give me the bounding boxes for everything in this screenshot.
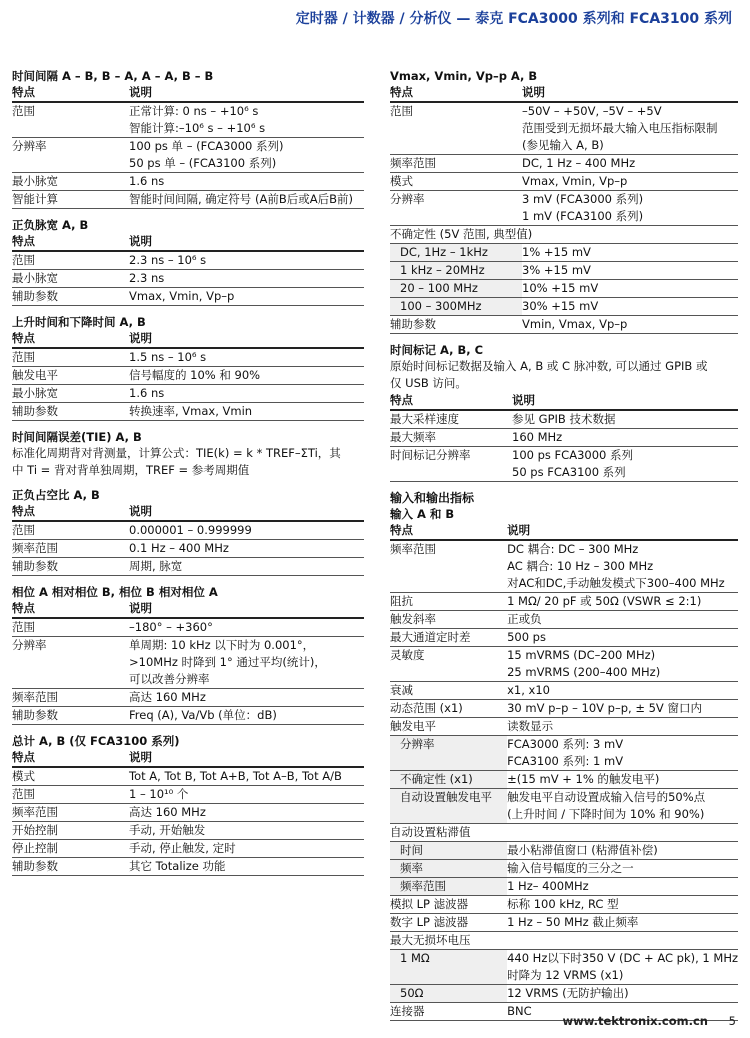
- section-note: 标准化周期背对背测量，计算公式：TIE(k) = k * TREF–ΣTi，其: [12, 446, 341, 460]
- row-value: 正常计算: 0 ns – +10⁶ s: [129, 104, 259, 118]
- row-value: 智能计算:–10⁶ s – +10⁶ s: [129, 120, 364, 138]
- row-value: 手动, 停止触发, 定时: [129, 840, 364, 858]
- spec-table: [12, 749, 364, 876]
- table-row: [390, 593, 738, 611]
- table-row: [390, 120, 738, 137]
- row-value: 转换速率, Vmax, Vmin: [129, 403, 364, 421]
- row-value: 1% +15 mV: [522, 244, 738, 262]
- row-key: 分辨率: [12, 139, 47, 153]
- row-value: –180° – +360°: [129, 618, 364, 637]
- row-key: 辅助参数: [12, 288, 129, 306]
- spec-table: [12, 233, 364, 306]
- table-row: [390, 137, 738, 155]
- row-key: 最小脉宽: [12, 385, 129, 403]
- section-subtitle: 输入 A 和 B: [390, 507, 455, 521]
- row-key: [390, 664, 507, 682]
- row-value: 1.5 ns – 10⁶ s: [129, 348, 364, 367]
- row-value: Vmin, Vmax, Vp–p: [522, 316, 738, 334]
- table-row: [390, 985, 738, 1003]
- row-key: 频率范围: [390, 155, 522, 173]
- header-cell-feature: 特点: [12, 749, 129, 767]
- row-value: 高达 160 MHz: [129, 804, 364, 822]
- row-value: BNC: [507, 1003, 738, 1021]
- row-key: 连接器: [390, 1003, 507, 1021]
- page-header: 定时器 / 计数器 / 分析仪 — 泰克 FCA3000 系列和 FCA3100 系列: [295, 11, 732, 27]
- table-row: [390, 700, 738, 718]
- row-key: 50Ω: [390, 985, 507, 1003]
- row-key: 自动设置触发电平: [390, 789, 507, 807]
- row-value: 周期, 脉宽: [129, 558, 364, 576]
- table-row: [390, 682, 738, 700]
- row-key: [390, 208, 522, 226]
- header-cell-feature: 特点: [12, 503, 129, 521]
- row-key: [390, 464, 512, 482]
- row-value: Freq (A), Va/Vb (单位：dB): [129, 707, 364, 725]
- row-value: 100 ps 单 – (FCA3000 系列): [129, 139, 284, 153]
- table-row: [390, 736, 738, 754]
- row-value: 3 mV (FCA3000 系列): [522, 192, 644, 206]
- table-row: [390, 410, 738, 429]
- table-row: [390, 806, 738, 824]
- row-value: Vmax, Vmin, Vp–p: [129, 288, 364, 306]
- row-key: 1 kHz – 20MHz: [390, 262, 522, 280]
- row-value: 2.3 ns – 10⁶ s: [129, 251, 364, 270]
- table-row: [390, 611, 738, 629]
- table-row: [390, 429, 738, 447]
- row-value: 30 mV p–p – 10V p–p, ± 5V 窗口内: [507, 700, 738, 718]
- header-cell-description: 说明: [129, 330, 364, 348]
- table-row: [12, 689, 364, 707]
- table-header-row: [12, 749, 364, 767]
- spec-table: [390, 392, 738, 482]
- table-row: [390, 647, 738, 665]
- section-gap: [12, 725, 364, 733]
- row-key: 范围: [12, 348, 129, 367]
- header-cell-description: 说明: [522, 84, 738, 102]
- row-key: 频率范围: [12, 540, 129, 558]
- table-row: [390, 967, 738, 985]
- table-header-row: [390, 84, 738, 102]
- table-row: [390, 540, 738, 558]
- header-cell-feature: 特点: [12, 233, 129, 251]
- table-row: [12, 540, 364, 558]
- row-key: 最大通道定时差: [390, 629, 507, 647]
- row-value: 1 – 10¹⁰ 个: [129, 786, 364, 804]
- row-value: –50V – +50V, –5V – +5V: [522, 104, 662, 118]
- header-cell-description: 说明: [512, 392, 738, 410]
- row-key: [390, 967, 507, 985]
- row-key: DC, 1Hz – 1kHz: [390, 244, 522, 262]
- row-value: FCA3000 系列: 3 mV: [507, 737, 624, 751]
- page-number: 5: [728, 1014, 736, 1028]
- row-value: 100 ps FCA3000 系列: [512, 448, 633, 462]
- spec-table: [390, 522, 738, 1021]
- section-gap: [12, 421, 364, 429]
- row-value: AC 耦合: 10 Hz – 300 MHz: [507, 559, 654, 573]
- row-key: 分辨率: [390, 192, 425, 206]
- row-value: 智能时间间隔, 确定符号 (A前B后或A后B前): [129, 191, 364, 209]
- row-key: 模拟 LP 滤波器: [390, 896, 507, 914]
- section-gap: [12, 479, 364, 487]
- row-key: [390, 753, 507, 771]
- spec-table: [12, 503, 364, 576]
- row-key: 20 – 100 MHz: [390, 280, 522, 298]
- row-value: 对AC和DC,手动触发模式下300–400 MHz: [507, 575, 738, 593]
- row-value: 1.6 ns: [129, 385, 364, 403]
- row-value: 1.6 ns: [129, 173, 364, 191]
- table-row: [12, 707, 364, 725]
- section-gap: [390, 334, 738, 342]
- row-value: ±(15 mV + 1% 的触发电平): [507, 771, 738, 789]
- row-key: 不确定性 (5V 范围, 典型值): [390, 226, 738, 244]
- table-row: [390, 842, 738, 860]
- row-value: DC 耦合: DC – 300 MHz: [507, 542, 639, 556]
- table-row: [12, 786, 364, 804]
- row-value: 160 MHz: [512, 429, 738, 447]
- table-header-row: [390, 522, 738, 540]
- table-row: [390, 932, 738, 950]
- row-key: 100 – 300MHz: [390, 298, 522, 316]
- row-value: 1 Hz – 50 MHz 截止频率: [507, 914, 738, 932]
- row-value: 3% +15 mV: [522, 262, 738, 280]
- row-value: 标称 100 kHz, RC 型: [507, 896, 738, 914]
- section-title: 时间间隔 A – B, B – A, A – A, B – B: [12, 69, 214, 83]
- table-row: [12, 102, 364, 120]
- row-value: 正或负: [507, 611, 738, 629]
- row-value: 信号幅度的 10% 和 90%: [129, 367, 364, 385]
- table-row: [390, 226, 738, 244]
- row-key: 范围: [12, 618, 129, 637]
- header-cell-feature: 特点: [390, 392, 512, 410]
- table-row: [12, 173, 364, 191]
- table-row: [390, 244, 738, 262]
- table-row: [12, 671, 364, 689]
- table-row: [390, 914, 738, 932]
- table-header-row: [12, 84, 364, 102]
- row-key: 范围: [12, 521, 129, 540]
- row-key: [390, 120, 522, 137]
- table-row: [390, 878, 738, 896]
- table-row: [390, 262, 738, 280]
- header-cell-description: 说明: [129, 233, 364, 251]
- row-key: 最大采样速度: [390, 410, 512, 429]
- table-row: [12, 270, 364, 288]
- row-value: (上升时间 / 下降时间为 10% 和 90%): [507, 806, 738, 824]
- section-gap: [12, 576, 364, 584]
- row-key: 频率范围: [12, 689, 129, 707]
- row-value: Vmax, Vmin, Vp–p: [522, 173, 738, 191]
- row-key: [12, 155, 129, 173]
- table-row: [390, 208, 738, 226]
- table-row: [390, 753, 738, 771]
- row-value: 可以改善分辨率: [129, 671, 364, 689]
- row-key: 不确定性 (x1): [390, 771, 507, 789]
- row-key: 自动设置粘滞值: [390, 824, 738, 842]
- row-key: [390, 137, 522, 155]
- table-row: [12, 804, 364, 822]
- row-value: 高达 160 MHz: [129, 689, 364, 707]
- row-value: 参见 GPIB 技术数据: [512, 410, 738, 429]
- table-row: [390, 102, 738, 120]
- table-row: [12, 858, 364, 876]
- section-title: 相位 A 相对相位 B, 相位 B 相对相位 A: [12, 585, 218, 599]
- table-row: [12, 191, 364, 209]
- row-value: 读数显示: [507, 718, 738, 736]
- section-note: 中 Ti = 背对背单独周期，TREF = 参考周期值: [12, 463, 250, 477]
- table-row: [12, 385, 364, 403]
- row-value: 单周期: 10 kHz 以下时为 0.001°，: [129, 638, 315, 652]
- row-key: [390, 806, 507, 824]
- row-key: 辅助参数: [390, 316, 522, 334]
- row-value: 最小粘滞值窗口 (粘滞值补偿): [507, 842, 738, 860]
- spec-table: [12, 84, 364, 209]
- section-title: 上升时间和下降时间 A, B: [12, 315, 146, 329]
- table-row: [390, 860, 738, 878]
- table-row: [390, 316, 738, 334]
- row-key: 时间标记分辨率: [390, 448, 471, 462]
- row-key: 最大无损坏电压: [390, 932, 738, 950]
- row-value: 2.3 ns: [129, 270, 364, 288]
- table-row: [390, 789, 738, 807]
- row-key: 触发电平: [390, 718, 507, 736]
- row-key: 辅助参数: [12, 558, 129, 576]
- table-row: [12, 367, 364, 385]
- table-row: [12, 288, 364, 306]
- row-value: 25 mVRMS (200–400 MHz): [507, 664, 738, 682]
- row-value: 手动, 开始触发: [129, 822, 364, 840]
- table-row: [12, 637, 364, 655]
- table-row: [390, 896, 738, 914]
- table-row: [12, 618, 364, 637]
- row-key: 模式: [12, 767, 129, 786]
- footer-url[interactable]: www.tektronix.com.cn: [562, 1014, 708, 1028]
- row-value: 其它 Totalize 功能: [129, 858, 364, 876]
- row-value: 500 ps: [507, 629, 738, 647]
- table-row: [12, 120, 364, 138]
- table-header-row: [12, 330, 364, 348]
- row-key: 辅助参数: [12, 403, 129, 421]
- table-header-row: [12, 600, 364, 618]
- row-value: 10% +15 mV: [522, 280, 738, 298]
- row-key: 数字 LP 滤波器: [390, 914, 507, 932]
- row-key: [12, 654, 129, 671]
- section-title: Vmax, Vmin, Vp–p A, B: [390, 69, 538, 83]
- row-key: 衰减: [390, 682, 507, 700]
- row-value: 50 ps FCA3100 系列: [512, 464, 738, 482]
- table-header-row: [390, 392, 738, 410]
- row-value: 30% +15 mV: [522, 298, 738, 316]
- row-key: 辅助参数: [12, 858, 129, 876]
- row-key: [390, 558, 507, 575]
- table-row: [390, 280, 738, 298]
- table-row: [390, 950, 738, 968]
- row-key: 灵敏度: [390, 648, 425, 662]
- row-value: 1 Hz– 400MHz: [507, 878, 738, 896]
- table-row: [12, 348, 364, 367]
- row-value: 0.000001 – 0.999999: [129, 521, 364, 540]
- section-title: 时间标记 A, B, C: [390, 343, 484, 357]
- row-value: 15 mVRMS (DC–200 MHz): [507, 648, 656, 662]
- row-key: 范围: [12, 251, 129, 270]
- row-value: FCA3100 系列: 1 mV: [507, 753, 738, 771]
- table-row: [12, 654, 364, 671]
- row-key: 最小脉宽: [12, 270, 129, 288]
- header-cell-feature: 特点: [390, 84, 522, 102]
- header-cell-feature: 特点: [12, 330, 129, 348]
- row-key: 触发电平: [12, 367, 129, 385]
- table-row: [390, 155, 738, 173]
- table-row: [12, 558, 364, 576]
- row-key: 最大频率: [390, 429, 512, 447]
- row-key: 智能计算: [12, 191, 129, 209]
- row-key: 最小脉宽: [12, 173, 129, 191]
- header-cell-description: 说明: [129, 600, 364, 618]
- table-row: [390, 575, 738, 593]
- row-key: 频率范围: [390, 878, 507, 896]
- row-key: 触发斜率: [390, 611, 507, 629]
- row-value: 1 mV (FCA3100 系列): [522, 208, 738, 226]
- row-key: 频率范围: [12, 804, 129, 822]
- section-gap: [12, 306, 364, 314]
- section-title: 正负脉宽 A, B: [12, 218, 89, 232]
- table-row: [12, 521, 364, 540]
- row-key: 分辨率: [12, 638, 47, 652]
- row-key: 频率范围: [390, 542, 436, 556]
- table-row: [390, 824, 738, 842]
- table-row: [390, 173, 738, 191]
- section-gap: [12, 209, 364, 217]
- section-note: 仅 USB 访问。: [390, 376, 467, 390]
- table-row: [12, 767, 364, 786]
- row-key: 阻抗: [390, 593, 507, 611]
- row-key: 1 MΩ: [390, 950, 507, 968]
- table-row: [390, 629, 738, 647]
- row-value: 440 Hz以下时350 V (DC + AC pk), 1 MHz: [507, 951, 738, 965]
- row-value: (参见输入 A, B): [522, 137, 738, 155]
- table-row: [390, 191, 738, 209]
- row-key: [12, 120, 129, 138]
- header-cell-description: 说明: [129, 503, 364, 521]
- table-row: [12, 840, 364, 858]
- row-key: 开始控制: [12, 822, 129, 840]
- row-key: 分辨率: [390, 736, 507, 754]
- table-row: [12, 251, 364, 270]
- row-value: 触发电平自动设置成输入信号的50%点: [507, 790, 706, 804]
- row-key: [12, 671, 129, 689]
- spec-table: [12, 600, 364, 725]
- table-row: [390, 447, 738, 465]
- spec-table: [390, 84, 738, 334]
- table-row: [390, 664, 738, 682]
- row-key: 范围: [12, 104, 35, 118]
- header-cell-description: 说明: [129, 749, 364, 767]
- right-column: [390, 68, 738, 1021]
- section-title: 总计 A, B (仅 FCA3100 系列): [12, 734, 180, 748]
- table-row: [12, 822, 364, 840]
- row-value: 时降为 12 VRMS (x1): [507, 967, 738, 985]
- row-key: 停止控制: [12, 840, 129, 858]
- row-value: 输入信号幅度的三分之一: [507, 860, 738, 878]
- row-value: x1, x10: [507, 682, 738, 700]
- header-cell-description: 说明: [129, 84, 364, 102]
- row-key: 范围: [390, 104, 413, 118]
- section-note: 原始时间标记数据及输入 A, B 或 C 脉冲数, 可以通过 GPIB 或: [390, 359, 708, 373]
- row-key: 时间: [390, 842, 507, 860]
- row-key: 模式: [390, 173, 522, 191]
- row-key: 范围: [12, 786, 129, 804]
- row-key: 动态范围 (x1): [390, 700, 507, 718]
- table-row: [12, 403, 364, 421]
- table-row: [390, 464, 738, 482]
- table-row: [390, 298, 738, 316]
- table-header-row: [12, 233, 364, 251]
- row-value: 50 ps 单 – (FCA3100 系列): [129, 155, 364, 173]
- header-cell-feature: 特点: [12, 84, 129, 102]
- row-value: 范围受到无损坏最大输入电压指标限制: [522, 121, 718, 135]
- table-row: [390, 771, 738, 789]
- table-row: [12, 138, 364, 156]
- row-value: Tot A, Tot B, Tot A+B, Tot A–B, Tot A/B: [129, 767, 364, 786]
- header-cell-feature: 特点: [12, 600, 129, 618]
- section-title: 正负占空比 A, B: [12, 488, 100, 502]
- row-value: 1 MΩ/ 20 pF 或 50Ω (VSWR ≤ 2:1): [507, 593, 738, 611]
- left-column: [12, 68, 364, 876]
- row-value: >10MHz 时降到 1° 通过平均(统计)，: [129, 655, 326, 669]
- table-header-row: [12, 503, 364, 521]
- header-cell-description: 说明: [507, 522, 738, 540]
- row-key: [390, 575, 507, 593]
- row-value: 0.1 Hz – 400 MHz: [129, 540, 364, 558]
- section-title: 时间间隔误差(TIE) A, B: [12, 430, 142, 444]
- table-row: [390, 558, 738, 575]
- row-value: DC, 1 Hz – 400 MHz: [522, 155, 738, 173]
- row-key: 辅助参数: [12, 707, 129, 725]
- row-key: 频率: [390, 860, 507, 878]
- header-cell-feature: 特点: [390, 522, 507, 540]
- table-row: [12, 155, 364, 173]
- table-row: [390, 718, 738, 736]
- section-title: 输入和输出指标: [390, 491, 475, 505]
- spec-table: [12, 330, 364, 421]
- section-gap: [390, 482, 738, 490]
- row-value: 12 VRMS (无防护输出): [507, 985, 738, 1003]
